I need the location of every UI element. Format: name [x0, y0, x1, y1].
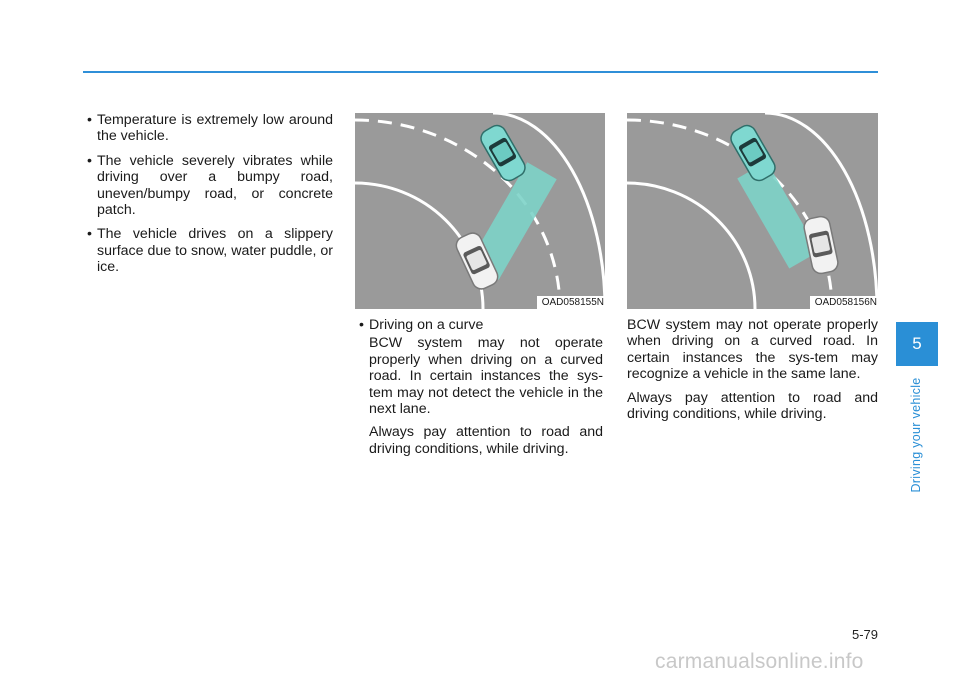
figure-code: OAD058155N — [537, 296, 605, 309]
middle-column — [355, 317, 603, 464]
chapter-number-tab: 5 — [896, 322, 938, 366]
bullet-marker: • — [87, 226, 92, 243]
list-item — [355, 317, 603, 333]
list-item-text: Driving on a curve — [369, 317, 484, 333]
list-item-text: Temperature is extremely low around the vehicle. — [97, 112, 333, 145]
chapter-title — [906, 371, 926, 499]
curve-road-illustration — [355, 113, 605, 309]
paragraph: Always pay attention to road and driving conditions, while driving. — [369, 424, 603, 457]
figure-curve-next-lane — [355, 113, 605, 309]
list-item — [83, 153, 333, 219]
list-item-text: The vehicle drives on a slippery surface due to snow, water puddle, or ice. — [97, 226, 333, 276]
bullet-marker: • — [87, 152, 92, 169]
bullet-marker: • — [359, 317, 364, 333]
paragraph: BCW system may not operate properly when driving on a curved road. In certain instances the sys-tem may not detect the vehicle in the next lane. — [369, 335, 603, 418]
figure-curve-same-lane — [627, 113, 878, 309]
watermark: carmanualsonline.info — [655, 650, 864, 673]
chapter-title-text: Driving your vehicle — [909, 377, 923, 493]
bullet-marker: • — [87, 112, 92, 128]
figure-code: OAD058156N — [810, 296, 878, 309]
paragraph: BCW system may not operate properly when driving on a curved road. In certain instances the sys-tem may recognize a vehicle in the same lane. — [627, 317, 878, 383]
paragraph: Always pay attention to road and driving conditions, while driving. — [627, 389, 878, 423]
header-rule — [83, 71, 878, 73]
list-item — [83, 112, 333, 145]
left-column — [83, 112, 333, 284]
list-item-text: The vehicle severely vibrates while driving over a bumpy road, uneven/bumpy road, or concrete patch. — [97, 152, 333, 219]
curve-road-illustration — [627, 113, 878, 309]
list-item — [83, 226, 333, 275]
right-column — [627, 317, 878, 429]
page-number: 5-79 — [851, 627, 878, 642]
